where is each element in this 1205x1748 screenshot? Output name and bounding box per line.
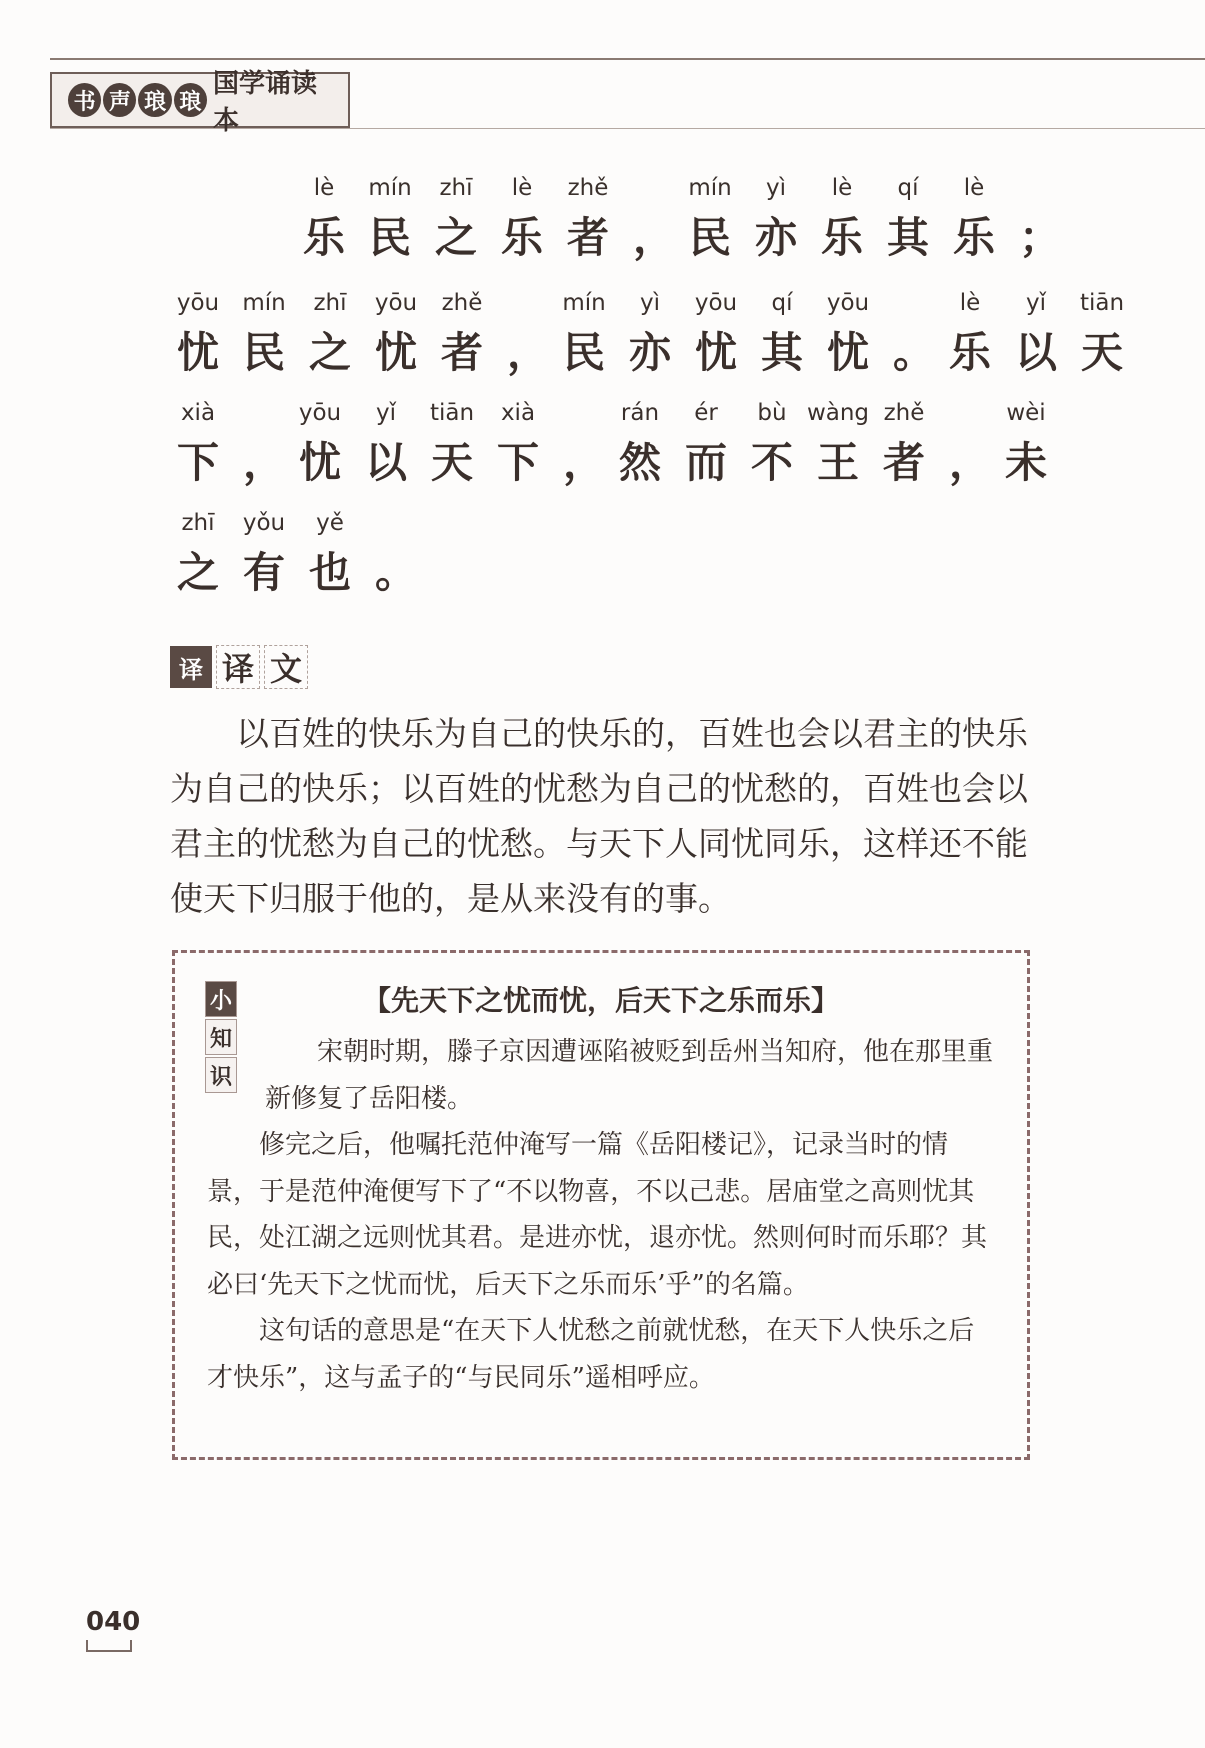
translation-paragraph: 以百姓的快乐为自己的快乐的，百姓也会以君主的快乐为自己的快乐；以百姓的忧愁为自己的忧愁的，百姓也会以君主的忧愁为自己的忧愁。与天下人同忧同乐，这样还不能使天下归服于他的，是从来没有的事。 xyxy=(170,714,1028,918)
hanzi-char: 乐 xyxy=(302,213,346,262)
hanzi-char: 民 xyxy=(562,328,606,377)
punctuation: ， xyxy=(506,328,550,377)
hanzi-char: 其 xyxy=(760,328,804,377)
seal-char-3: 琅 xyxy=(138,83,171,117)
hanzi-char: 之 xyxy=(308,328,352,377)
punctuation: ， xyxy=(562,438,606,487)
pinyin: mín xyxy=(242,290,286,316)
pinyin: lè xyxy=(511,175,533,201)
pinyin: zhě xyxy=(883,400,925,426)
punctuation: ， xyxy=(242,438,286,487)
hanzi-char: 乐 xyxy=(820,213,864,262)
pinyin: xià xyxy=(180,400,216,426)
pinyin: tiān xyxy=(1079,290,1125,316)
section-title-char-1: 译 xyxy=(216,645,260,689)
pinyin: yǐ xyxy=(375,400,397,426)
header-rule xyxy=(50,58,1205,60)
pinyin: yě xyxy=(316,510,344,536)
hanzi-char: 以 xyxy=(1014,328,1058,377)
pinyin: tiān xyxy=(429,400,475,426)
pinyin: yǐ xyxy=(1025,290,1047,316)
knowledge-paragraph-3: 这句话的意思是“在天下人忧愁之前就忧愁，在天下人快乐之后才快乐”，这与孟子的“与民同乐”遥相呼应。 xyxy=(207,1316,975,1393)
hanzi-char: 民 xyxy=(688,213,732,262)
knowledge-paragraph-2: 修完之后，他嘱托范仲淹写一篇《岳阳楼记》，记录当时的情景，于是范仲淹便写下了“不以物喜，不以己悲。居庙堂之高则忧其民，处江湖之远则忧其君。是进亦忧，退亦忧。然则何时而乐耶？其必曰‘先天下之忧而忧，后天下之乐而乐’乎”的名篇。 xyxy=(207,1130,988,1300)
pinyin: lè xyxy=(963,175,985,201)
hanzi-char: 者 xyxy=(440,328,484,377)
hanzi-char: 然 xyxy=(618,438,662,487)
hanzi-char: 而 xyxy=(684,438,728,487)
seal-char-1: 书 xyxy=(68,83,101,117)
hanzi-char: 者 xyxy=(566,213,610,262)
pinyin: mín xyxy=(368,175,412,201)
pinyin: yōu xyxy=(826,290,870,316)
hanzi-char: 乐 xyxy=(500,213,544,262)
hanzi-char: 民 xyxy=(242,328,286,377)
hanzi-char: 不 xyxy=(750,438,794,487)
hanzi-char: 者 xyxy=(882,438,926,487)
pinyin: zhě xyxy=(567,175,609,201)
hanzi-char: 忧 xyxy=(826,328,870,377)
hanzi-char: 忧 xyxy=(298,438,342,487)
hanzi-char: 乐 xyxy=(952,213,996,262)
page-number: 040 xyxy=(86,1607,141,1637)
hanzi-char: 之 xyxy=(176,548,220,597)
translation-text xyxy=(170,706,1032,926)
knowledge-tag-char-2: 知 xyxy=(205,1019,237,1055)
hanzi-char: 其 xyxy=(886,213,930,262)
hanzi-char: 未 xyxy=(1004,438,1048,487)
punctuation: 。 xyxy=(892,328,936,377)
knowledge-tag-char-3: 识 xyxy=(205,1057,237,1093)
hanzi-char: 民 xyxy=(368,213,412,262)
hanzi-char: 之 xyxy=(434,213,478,262)
pinyin: mín xyxy=(562,290,606,316)
pinyin: bù xyxy=(757,400,787,426)
pinyin: yōu xyxy=(176,290,220,316)
pinyin: rán xyxy=(620,400,660,426)
pinyin: yì xyxy=(765,175,787,201)
pinyin: yì xyxy=(639,290,661,316)
section-heading xyxy=(170,645,308,689)
knowledge-box xyxy=(172,950,1030,1460)
pinyin: wèi xyxy=(1006,400,1046,426)
knowledge-body xyxy=(207,1029,997,1401)
pinyin: ér xyxy=(694,400,718,426)
pinyin: zhī xyxy=(313,290,347,316)
pinyin: qí xyxy=(897,175,919,201)
punctuation: ， xyxy=(632,213,676,262)
knowledge-paragraph-1: 宋朝时期，滕子京因遭诬陷被贬到岳州当知府，他在那里重新修复了岳阳楼。 xyxy=(265,1037,994,1114)
hanzi-char: 忧 xyxy=(694,328,738,377)
pinyin: yōu xyxy=(374,290,418,316)
hanzi-char: 忧 xyxy=(374,328,418,377)
pinyin: zhī xyxy=(181,510,215,536)
pinyin: lè xyxy=(831,175,853,201)
knowledge-title: 【先天下之忧而忧，后天下之乐而乐】 xyxy=(362,984,839,1017)
series-title: 国学诵读本 xyxy=(212,69,317,136)
pinyin: zhě xyxy=(441,290,483,316)
translation-icon: 译 xyxy=(170,646,212,688)
hanzi-char: 亦 xyxy=(628,328,672,377)
seal-char-2: 声 xyxy=(103,83,136,117)
pinyin: lè xyxy=(313,175,335,201)
hanzi-char: 有 xyxy=(242,548,286,597)
pinyin: wàng xyxy=(806,400,870,426)
hanzi-char: 王 xyxy=(816,438,860,487)
pinyin: lè xyxy=(959,290,981,316)
pinyin: zhī xyxy=(439,175,473,201)
seal-char-4: 琅 xyxy=(174,83,207,117)
hanzi-char: 下 xyxy=(496,438,540,487)
series-banner xyxy=(50,69,350,136)
page-number-ornament xyxy=(86,1640,132,1652)
hanzi-char: 下 xyxy=(176,438,220,487)
pinyin: qí xyxy=(771,290,793,316)
hanzi-char: 忧 xyxy=(176,328,220,377)
punctuation: 。 xyxy=(374,548,418,597)
pinyin: mín xyxy=(688,175,732,201)
hanzi-char: 乐 xyxy=(948,328,992,377)
punctuation: ； xyxy=(1018,213,1062,262)
pinyin: yōu xyxy=(298,400,342,426)
hanzi-char: 天 xyxy=(1080,328,1124,377)
hanzi-char: 以 xyxy=(364,438,408,487)
hanzi-char: 天 xyxy=(430,438,474,487)
knowledge-tag-char-1: 小 xyxy=(205,981,237,1017)
hanzi-char: 亦 xyxy=(754,213,798,262)
punctuation: ， xyxy=(948,438,992,487)
hanzi-char: 也 xyxy=(308,548,352,597)
pinyin: yǒu xyxy=(242,510,286,536)
pinyin: xià xyxy=(500,400,536,426)
pinyin: yōu xyxy=(694,290,738,316)
section-title-char-2: 文 xyxy=(264,645,308,689)
